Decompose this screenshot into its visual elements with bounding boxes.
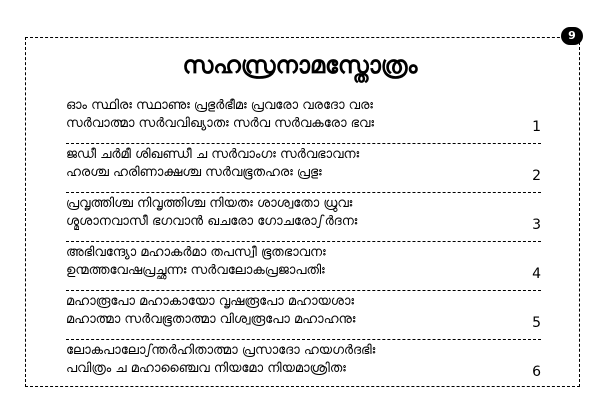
verse-divider: [66, 241, 541, 242]
verse-line-2: ഹരശ്ച ഹരിണാക്ഷശ്ച സർവഭൂതഹരഃ പ്രഭുഃ: [66, 165, 322, 180]
verse-1: [66, 97, 541, 146]
verse-line-2: പവിത്രം ച മഹാഞ്ചൈവ നിയമോ നിയമാശ്രിതഃ: [66, 361, 346, 376]
verse-line-1: മഹാരൂപോ മഹാകായോ വൃഷരൂപോ മഹായശാഃ: [66, 294, 355, 309]
page-title: സഹസ്രനാമസ്തോത്രം: [182, 51, 418, 79]
verse-line-2: മഹാത്മാ സർവഭൂതാത്മാ വിശ്വരൂപോ മഹാഹനുഃ: [66, 312, 356, 327]
verse-number: 3: [532, 217, 541, 233]
verse-number: 4: [532, 266, 541, 282]
verse-divider: [66, 143, 541, 144]
verse-divider: [66, 290, 541, 291]
verse-line-1: ജഡീ ചർമീ ശിഖണ്ഡീ ച സർവാംഗഃ സർവഭാവനഃ: [66, 147, 360, 162]
verse-4: [66, 244, 541, 293]
verse-number: 5: [532, 315, 541, 331]
verse-line-2: ശ്മശാനവാസീ ഭഗവാൻ ഖചരോ ഗോചരോഽർദനഃ: [66, 214, 358, 229]
verse-line-1: ലോകപാലോഽന്തർഹിതാത്മാ പ്രസാദോ ഹയഗർദഭിഃ: [66, 343, 376, 358]
verse-2: [66, 146, 541, 195]
verse-number: 6: [532, 364, 541, 380]
verse-line-1: ഓം സ്ഥിരഃ സ്ഥാണുഃ പ്രഭുർഭീമഃ പ്രവരോ വരദോ വരഃ: [66, 98, 373, 113]
verse-line-2: സർവാത്മാ സർവവിഖ്യാതഃ സർവ സർവകരോ ഭവഃ: [66, 116, 375, 131]
verse-divider: [66, 339, 541, 340]
verse-3: [66, 195, 541, 244]
verse-line-1: പ്രവൃത്തിശ്ച നിവൃത്തിശ്ച നിയതഃ ശാശ്വതോ ധ്രുവഃ: [66, 196, 353, 211]
verse-5: [66, 293, 541, 342]
verse-6: [66, 342, 541, 391]
verse-number: 2: [532, 168, 541, 184]
verse-line-1: അഭിവന്ദ്യോ മഹാകർമാ തപസ്വീ ഭൂതഭാവനഃ: [66, 245, 326, 260]
verse-divider: [66, 192, 541, 193]
verse-list: [66, 97, 541, 391]
page-number-badge: 9: [561, 27, 583, 45]
verse-number: 1: [532, 119, 541, 135]
verse-line-2: ഉന്മത്തവേഷപ്രച്ഛന്നഃ സർവലോകപ്രജാപതിഃ: [66, 263, 325, 278]
